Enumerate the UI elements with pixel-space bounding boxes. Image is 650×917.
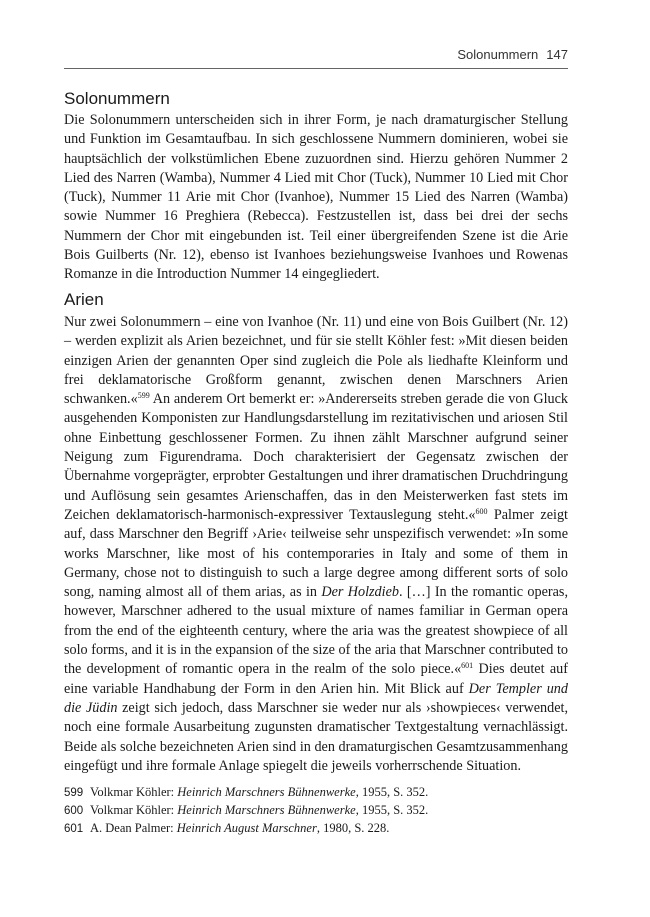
- footnote-number: 599: [64, 787, 84, 799]
- footnote-item: [64, 802, 568, 820]
- section-title-arien: Arien: [64, 290, 104, 309]
- footnote-title: Heinrich Marschners Bühnenwerke: [177, 803, 356, 817]
- footnote-title: Heinrich August Marschner: [176, 821, 317, 835]
- text-segment: An anderem Ort bemerkt er: »Andererseits streben gerade die von Gluck ausgehenden Komponisten zur Handlungsdarstellung im rezitativischen und ariosen Stil ohne Einbettung geschlossener Formen. Zu ihnen zählt Marschner aufgrund seiner Neigung zum Figurendrama. Doch charakterisiert der Gegensatz zwischen der Übernahme vorgeprägter, erprobter Gestaltungen und ihrer dramatischen Druchdringung und Auflösung sein gesamtes Arienschaffen, das in den Meisterwerken fast stets im Zeichen deklamatorisch-harmonisch-expressiver Textauslegung steht.«: [64, 391, 568, 523]
- paragraph-arien: [64, 313, 568, 776]
- footnote-ref[interactable]: 601: [461, 661, 474, 671]
- header-rule: [64, 68, 568, 69]
- footnote-rest: , 1955, S. 352.: [355, 785, 429, 799]
- paragraph-solonummern: Die Solonummern unterscheiden sich in ihrer Form, je nach dramaturgischer Stellung und Funktion im Gesamtaufbau. In sich geschlossene Nummern dominieren, wobei sie hauptsächlich der volkstümlichen Ebene zuzuordnen sind. Hierzu gehören Nummer 2 Lied des Narren (Wamba), Nummer 4 Lied mit Chor (Tuck), Nummer 10 Lied mit Chor (Tuck), Nummer 11 Arie mit Chor (Ivanhoe), Nummer 15 Lied des Narren (Wamba) sowie Nummer 16 Preghiera (Rebecca). Festzustellen ist, dass bei drei der sechs Nummern der Chor mit eingebunden ist. Teil einer übergreifenden Szene ist die Arie Bois Guilberts (Nr. 12), ebenso ist Ivanhoes beziehungsweise Ivanhoes und Rowenas Romanze in die Introduction Nummer 14 eingegliedert.: [64, 112, 568, 283]
- page-number: 147: [546, 47, 568, 62]
- footnote-rest: , 1980, S. 228.: [316, 821, 390, 835]
- footnote-author: Volkmar Köhler:: [90, 785, 175, 799]
- running-head-section: Solonummern: [457, 47, 539, 62]
- footnote-ref[interactable]: 599: [137, 391, 150, 401]
- running-head: [64, 47, 568, 65]
- work-title: Der Holzdieb: [321, 584, 399, 601]
- text-segment: Nur zwei Solonummern – eine von Ivanhoe (Nr. 11) und eine von Bois Guilbert (Nr. 12) – werden explizit als Arien bezeichnet, und für sie stellt Köhler fest: »Mit diesen beiden einzigen Arien der genannten Oper sind zugleich die Pole als liedhafte Kleinform und frei deklamatorische Großform genannt, zwischen denen Marschners Arien schwanken.«: [64, 314, 568, 408]
- text-segment: Dies deutet auf eine variable Handhabung der Form in den Arien hin. Mit Blick auf: [64, 661, 568, 697]
- section-title-solonummern: Solonummern: [64, 89, 170, 108]
- footnote-rest: , 1955, S. 352.: [355, 803, 429, 817]
- footnote-author: Volkmar Köhler:: [90, 803, 175, 817]
- text-segment: . […] In the romantic operas, however, Marschner adhered to the usual mixture of names familiar in German opera from the end of the eighteenth century, where the aria was the greatest showpiece of all solo forms, and it is in the expansion of the size of the aria that Marschner contributed to the development of romantic opera in the realm of the solo piece.«: [64, 584, 568, 678]
- footnote-number: 601: [64, 823, 84, 835]
- footnote-item: [64, 784, 568, 802]
- text-segment: Palmer zeigt auf, dass Marschner den Begriff ›Arie‹ teilweise sehr unspezifisch verwendet: »In some works Marschner, like most of his contemporaries in Italy and some of them in Germany, chose not to distinguish to such a large degree among different sorts of solo song, naming almost all of them arias, as in: [64, 506, 568, 601]
- text-segment: zeigt sich jedoch, dass Marschner sie weder nur als ›showpieces‹ verwendet, noch eine formale Ausarbeitung zugunsten dramatischer Textgestaltung vernachlässigt. Beide als solche bezeichneten Arien sind in den dramaturgischen Gesamtzusammenhang eingefügt und ihre formale Anlage spiegelt die jeweils vorherrschende Situation.: [64, 699, 568, 774]
- footnote-number: 600: [64, 805, 84, 817]
- footnote-title: Heinrich Marschners Bühnenwerke: [177, 785, 356, 799]
- footnote-ref[interactable]: 600: [475, 506, 488, 516]
- work-title: Der Templer und die Jüdin: [64, 680, 568, 716]
- footnote-item: [64, 820, 568, 838]
- footnotes: [64, 784, 568, 838]
- footnote-author: A. Dean Palmer:: [90, 821, 174, 835]
